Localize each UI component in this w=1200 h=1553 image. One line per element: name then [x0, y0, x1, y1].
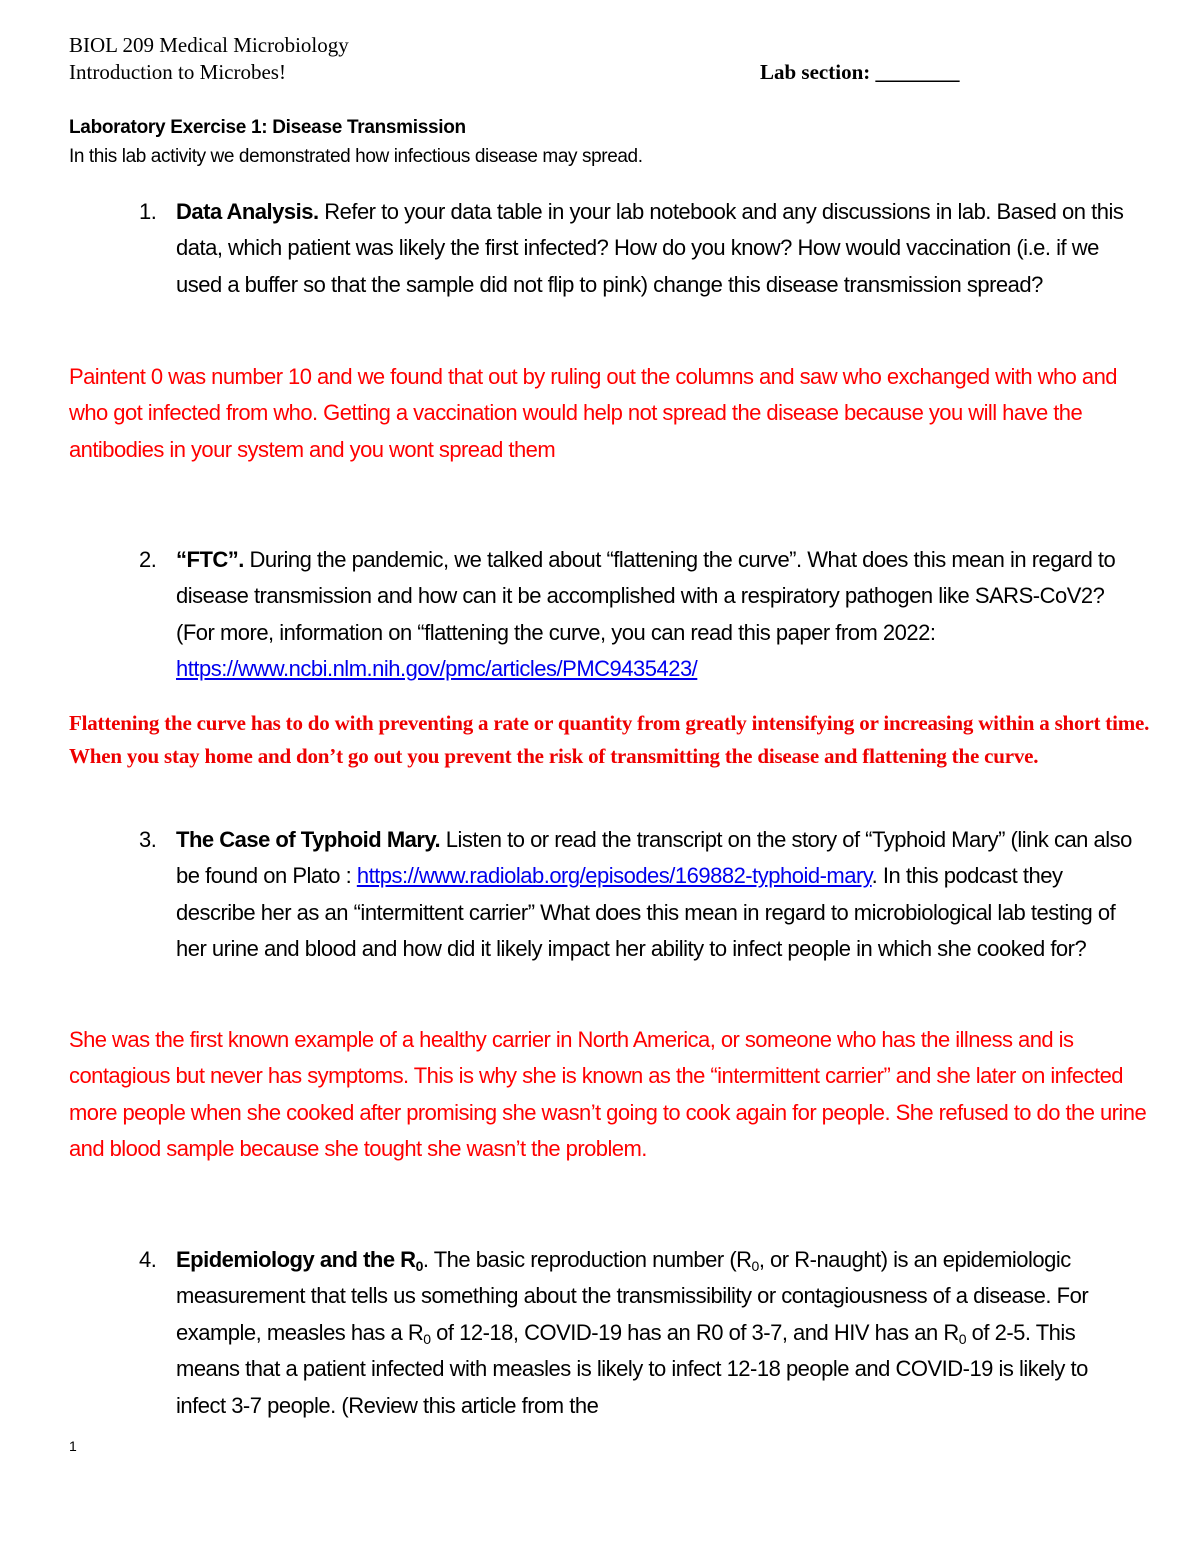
question-title: Data Analysis.	[176, 199, 319, 224]
question-number: 3.	[139, 827, 157, 852]
question-number: 1.	[139, 199, 157, 224]
question-number: 2.	[139, 547, 157, 572]
answer-3: She was the first known example of a healthy carrier in North America, or someone who has the illness and is contagious but never has symptoms. This is why she is known as the “intermittent carrier” and she later on infected more people when she cooked after promising she wasn’t going to cook again for people. She refused to do the urine and blood sample because she tought she wasn’t the problem.	[69, 1027, 1147, 1162]
article-link[interactable]: https://www.ncbi.nlm.nih.gov/pmc/articles/PMC9435423/	[176, 656, 698, 682]
question-1	[139, 194, 1136, 303]
course-title: BIOL 209 Medical Microbiology	[69, 33, 349, 57]
question-4	[139, 1242, 1136, 1424]
question-title: The Case of Typhoid Mary.	[176, 827, 441, 852]
question-title: Epidemiology and the $R_0$	[176, 1247, 423, 1274]
answer-1: Paintent 0 was number 10 and we found that out by ruling out the columns and saw who exchanged with who and who got infected from who. Getting a vaccination would help not spread the disease because you will have the antibodies in your system and you wont spread them	[69, 364, 1117, 462]
question-body-continued: . In this podcast they describe her as an “intermittent carrier” What does this mean in regard to microbiological lab testing of her urine and blood and how did it likely impact her ability to infect people in which she cooked for?	[176, 863, 1116, 962]
question-2	[139, 542, 1136, 688]
question-body: . The basic reproduction number ($R_0$, or R-naught) is an epidemiologic measurement that tells us something about the transmissibility or contagiousness of a disease. For example, measles has a $R_0$ of 12-18, COVID-19 has an R0 of 3-7, and HIV has an $R_0$ of 2-5. This means that a patient infected with measles is likely to infect 12-18 people and COVID-19 is likely to infect 3-7 people. (Review this article from the	[176, 1247, 1089, 1418]
question-number: 4.	[139, 1247, 157, 1272]
question-body: Refer to your data table in your lab notebook and any discussions in lab. Based on this data, which patient was likely the first infected? How do you know? How would vaccination (i.e. if we used a buffer so that the sample did not flip to pink) change this disease transmission spread?	[176, 199, 1124, 297]
question-body: During the pandemic, we talked about “flattening the curve”. What does this mean in regard to disease transmission and how can it be accomplished with a respiratory pathogen like SARS-CoV2? (For more, information on “flattening the curve, you can read this paper from 2022:	[176, 547, 1116, 645]
course-subtitle: Introduction to Microbes!	[69, 60, 286, 84]
podcast-link[interactable]: https://www.radiolab.org/episodes/169882-typhoid-mary	[356, 863, 872, 889]
question-title: “FTC”.	[176, 547, 244, 572]
question-3	[139, 822, 1136, 968]
exercise-intro: In this lab activity we demonstrated how infectious disease may spread.	[69, 146, 643, 167]
page-number: 1	[69, 1438, 77, 1454]
exercise-title: Laboratory Exercise 1: Disease Transmission	[69, 117, 466, 138]
question-body: Listen to or read the transcript on the story of “Typhoid Mary” (link can also be found on Plato :	[176, 827, 1132, 889]
lab-section-field: Lab section: ________	[760, 60, 960, 84]
answer-2: Flattening the curve has to do with preventing a rate or quantity from greatly intensifying or increasing within a short time. When you stay home and don’t go out you prevent the risk of transmitting the disease and flattening the curve.	[69, 711, 1150, 768]
